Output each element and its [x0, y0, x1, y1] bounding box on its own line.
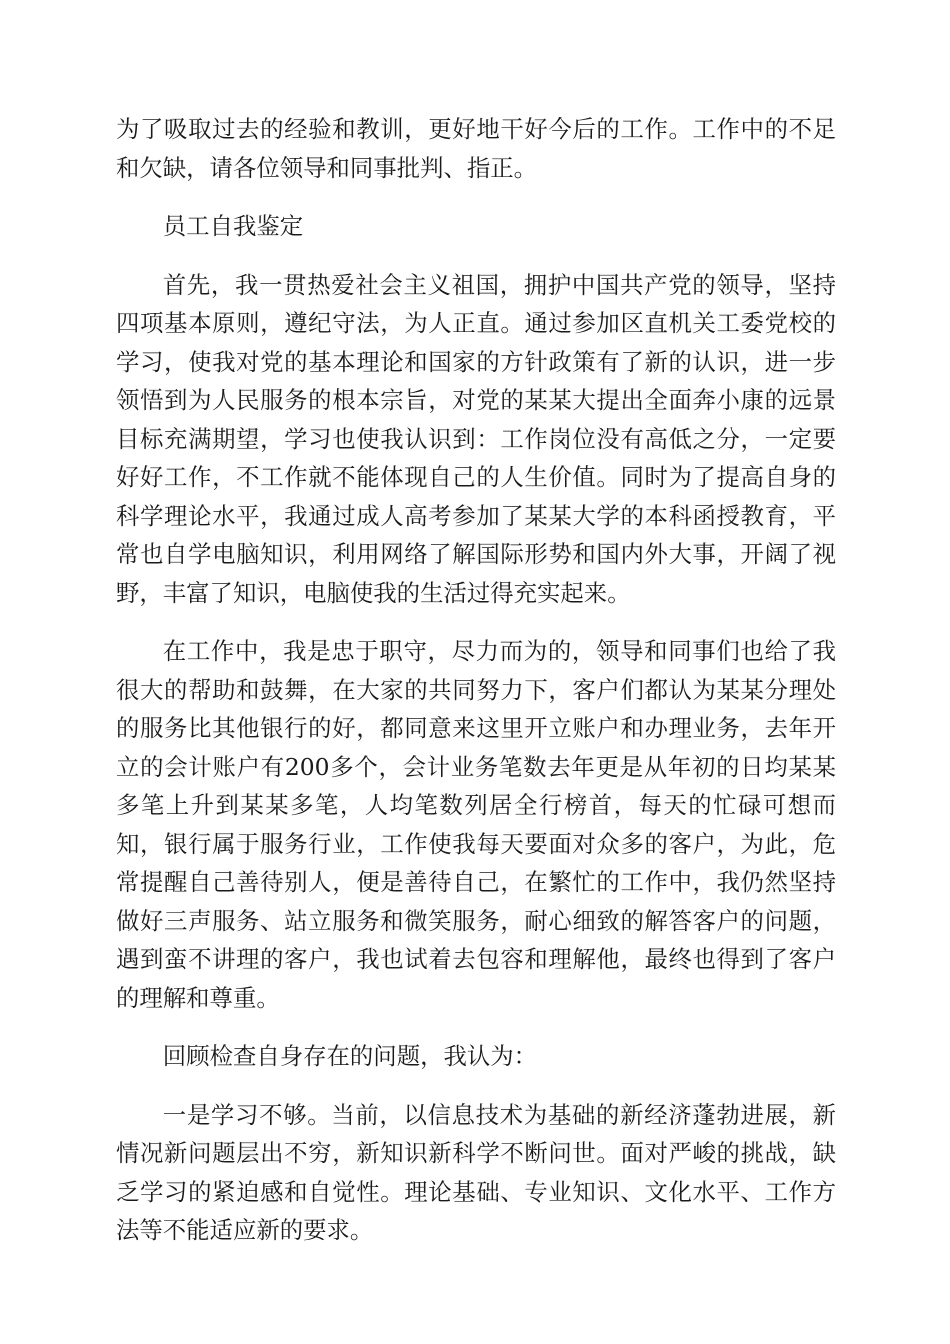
paragraph-political-study: 首先，我一贯热爱社会主义祖国，拥护中国共产党的领导，坚持四项基本原则，遵纪守法，为人正直。通过参加区直机关工委党校的学习，使我对党的基本理论和国家的方针政策有了新的认识，进一步领悟到为人民服务的根本宗旨，对党的某某大提出全面奔小康的远景目标充满期望，学习也使我认识到：工作岗位没有高低之分，一定要好好工作，不工作就不能体现自己的人生价值。同时为了提高自身的科学理论水平，我通过成人高考参加了某某大学的本科函授教育，平常也自学电脑知识，利用网络了解国际形势和国内外大事，开阔了视野，丰富了知识，电脑使我的生活过得充实起来。 [116, 270, 836, 607]
paragraph-closing-remark: 为了吸取过去的经验和教训，更好地干好今后的工作。工作中的不足和欠缺，请各位领导和同事批判、指正。 [116, 115, 836, 182]
paragraph-work-performance: 在工作中，我是忠于职守，尽力而为的，领导和同事们也给了我很大的帮助和鼓舞，在大家的共同努力下，客户们都认为某某分理处的服务比其他银行的好，都同意来这里开立账户和办理业务，去年开立的会计账户有200多个，会计业务笔数去年更是从年初的日均某某多笔上升到某某多笔，人均笔数列居全行榜首，每天的忙碌可想而知，银行属于服务行业，工作使我每天要面对众多的客户，为此，危常提醒自己善待别人，便是善待自己，在繁忙的工作中，我仍然坚持做好三声服务、站立服务和微笑服务，耐心细致的解答客户的问题，遇到蛮不讲理的客户，我也试着去包容和理解他，最终也得到了客户的理解和尊重。 [116, 637, 836, 1012]
document-body [116, 110, 836, 1250]
paragraph-study-shortfall: 一是学习不够。当前，以信息技术为基础的新经济蓬勃进展，新情况新问题层出不穷，新知识新科学不断问世。面对严峻的挑战，缺乏学习的紧迫感和自觉性。理论基础、专业知识、文化水平、工作方法等不能适应新的要求。 [116, 1100, 836, 1244]
paragraph-problems-intro: 回顾检查自身存在的问题，我认为： [162, 1042, 538, 1070]
section-heading: 员工自我鉴定 [162, 212, 304, 240]
